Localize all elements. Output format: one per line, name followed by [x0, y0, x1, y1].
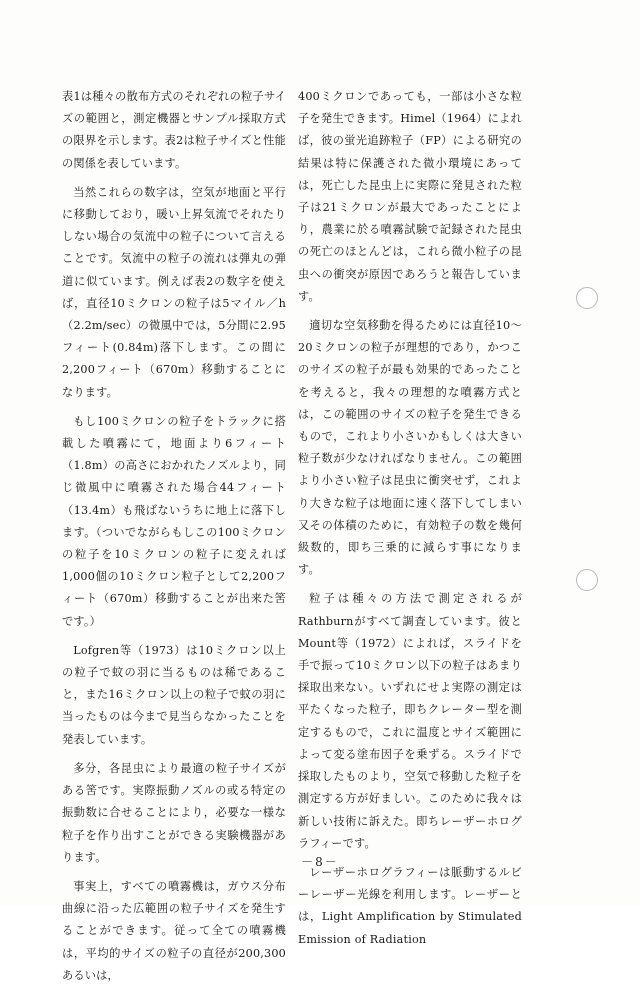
paragraph: 多分，各昆虫により最適の粒子サイズがある筈です。実際振動ノズルの或る特定の振動数に合せることにより，必要な一様な粒子を作り出すことができる実験機器があります。 [62, 761, 286, 864]
page-number: －8－ [301, 855, 339, 869]
paragraph: 当然これらの数字は，空気が地面と平行に移動しており，暖い上昇気流でそれたりしない場合の気流中の粒子について言えることです。気流中の粒子の流れは弾丸の弾道に似ています。例えば表2の数字を使えば，直径10ミクロンの粒子は5マイル／h（2.2m/sec）の微風中では，5分間に2.95フィート(0.84m)落下します。この間に2,200フィート（670m）移動することになります。 [62, 185, 286, 399]
paragraph: 粒子は種々の方法で測定されるがRathburnがすべて調査しています。彼とMount等（1972）によれば，スライドを手で振って10ミクロン以下の粒子はあまり採取出来ない。いずれにせよ実際の測定は平たくなった粒子，即ちクレーター型を測定するもので，これに温度とサイズ範囲によって変る塗布因子を乗ずる。スライドで採取したものより，空気で移動した粒子を測定する方が好ましい。このために我々は新しい技術に訴えた。即ちレーザーホログラフィーです。 [298, 592, 522, 850]
punch-hole-icon [576, 569, 598, 591]
paragraph: レーザーホログラフィーは脈動するルビーレーザー光線を利用します。レーザーとは，Light Amplification by Stimulated Emission of Radiation [298, 865, 522, 946]
paragraph: 適切な空気移動を得るためには直径10～20ミクロンの粒子が理想的であり，かつこのサイズの粒子が最も効果的であったことを考えると，我々の理想的な噴霧方式とは，この範囲のサイズの粒子を発生できるもので，これより小さいかもしくは大きい粒子数が少なければなりません。この範囲より小さい粒子は昆虫に衝突せず，これより大きな粒子は地面に速く落下してしまい又その体積のために，有効粒子の数を幾何級数的，即ち三乗的に減らす事になります。 [298, 319, 522, 577]
right-column [298, 86, 522, 958]
paragraph: 400ミクロンであっても，一部は小さな粒子を発生できます。Himel（1964）によれば，彼の蛍光追跡粒子（FP）による研究の結果は特に保護された微小環境にあっては，死亡した昆虫上に実際に発見された粒子は21ミクロンが最大であったことにより，農業に於る噴霧試験で記録された昆虫の死亡のほとんどは，これら微小粒子の昆虫への衝突が原因であろうと報告しています。 [298, 90, 522, 303]
punch-hole-icon [576, 287, 598, 309]
paragraph: もし100ミクロンの粒子をトラックに搭載した噴霧にて，地面より6フィート（1.8m）の高さにおかれたノズルより，同じ微風中に噴霧された場合44フィート（13.4m）も飛ばないうちに地上に落下します。（ついでながらもしこの100ミクロンの粒子を10ミクロンの粒子に変えれば1,000個の10ミクロン粒子として2,200フィート（670m）移動することが出来た筈です。） [62, 414, 286, 628]
paragraph: Lofgren等（1973）は10ミクロン以上の粒子で蚊の羽に当るものは稀であること，また16ミクロン以上の粒子で蚊の羽に当ったものは今まで見当らなかったことを発表しています。 [62, 643, 286, 746]
paragraph: 事実上，すべての噴霧機は，ガウス分布曲線に沿った広範囲の粒子サイズを発生することができます。従って全ての噴霧機は，平均的サイズの粒子の直径が200,300あるいは， [62, 879, 286, 982]
paragraph: 表1は種々の散布方式のそれぞれの粒子サイズの範囲と，測定機器とサンプル採取方式の限界を示します。表2は粒子サイズと性能の関係を表しています。 [62, 90, 286, 170]
